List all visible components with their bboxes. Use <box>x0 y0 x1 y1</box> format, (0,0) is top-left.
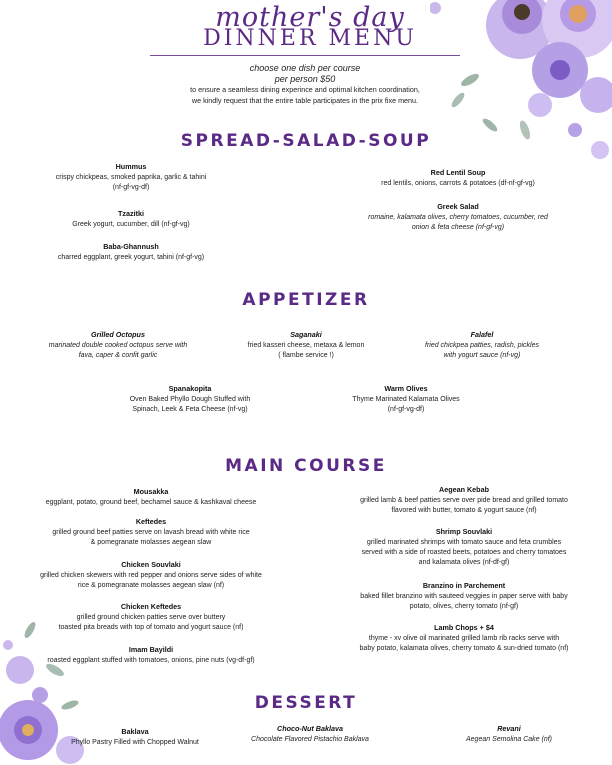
item-description: fried kasseri cheese, metaxa & lemon ( flambe service !) <box>247 342 365 360</box>
item-description: marinated double cooked octopus serve with fava, caper & confit garlic <box>48 342 188 360</box>
item-description: grilled lamb & beef patties serve over pide bread and grilled tomato flavored with butter, tomato & yogurt sauce (nf) <box>360 497 568 515</box>
item-name: Spanakopita <box>168 384 212 393</box>
price-note: per person $50 <box>274 74 336 84</box>
title-dinner-menu: DINNER MENU <box>203 26 417 51</box>
header-divider <box>150 55 460 56</box>
item-name: Red Lentil Soup <box>430 168 486 177</box>
section-title-spread-salad-soup: SPREAD-SALAD-SOUP <box>180 131 432 151</box>
item-name: Greek Salad <box>437 202 479 211</box>
item-description: red lentils, onions, carrots & potatoes (df-nf-gf-vg) <box>381 180 535 187</box>
item-description: charred eggplant, greek yogurt, tahini (nf-gf-vg) <box>57 254 205 261</box>
menu-item <box>228 724 392 745</box>
title-mothers-day: mother's day <box>215 2 405 33</box>
menu-item <box>394 330 570 361</box>
item-name: Grilled Octopus <box>91 330 145 339</box>
item-name: Baba-Ghannush <box>103 242 159 251</box>
item-name: Keftedes <box>135 517 167 526</box>
item-name: Aegean Kebab <box>439 485 489 494</box>
menu-item <box>330 168 586 189</box>
menu-item <box>10 602 292 633</box>
menu-item <box>330 527 598 569</box>
menu-item <box>102 384 278 415</box>
item-name: Hummus <box>115 162 147 171</box>
item-name: Warm Olives <box>384 384 428 393</box>
item-name: Shrimp Souvlaki <box>435 527 493 536</box>
section-title-main-course: MAIN COURSE <box>225 456 387 476</box>
prix-fixe-note-1: to ensure a seamless dining experince and optimal kitchen coordination, <box>190 85 420 94</box>
section-title-dessert: DESSERT <box>254 693 358 713</box>
menu-item <box>60 727 210 748</box>
menu-item <box>326 384 486 415</box>
item-name: Branzino in Parchement <box>422 581 506 590</box>
item-name: Imam Bayildi <box>128 645 174 654</box>
item-description: eggplant, potato, ground beef, bechamel sauce & kashkaval cheese <box>45 499 257 506</box>
menu-item <box>10 645 292 666</box>
section-title-appetizer: APPETIZER <box>242 290 370 310</box>
menu-item <box>330 623 598 654</box>
item-name: Tzazitki <box>118 209 144 218</box>
item-name: Mousakka <box>133 487 169 496</box>
item-name: Baklava <box>121 727 149 736</box>
item-name: Lamb Chops + $4 <box>434 623 494 632</box>
item-description: Thyme Marinated Kalamata Olives (nf-gf-vg-df) <box>352 396 460 414</box>
item-name: Saganaki <box>290 330 322 339</box>
item-description: crispy chickpeas, smoked paprika, garlic & tahini (nf-gf-vg-df) <box>55 174 207 192</box>
item-description: grilled ground chicken patties serve over buttery toasted pita breads with top of tomato and yogurt sauce (nf) <box>58 614 244 632</box>
menu-item <box>10 517 292 548</box>
menu-item <box>10 560 292 591</box>
menu-item <box>20 242 242 263</box>
menu-item <box>330 202 586 233</box>
item-description: Greek yogurt, cucumber, dill (nf-gf-vg) <box>72 221 190 228</box>
menu-item <box>20 209 242 230</box>
item-description: fried chickpea patties, radish, pickles with yogurt sauce (nf-vg) <box>425 342 539 360</box>
item-description: grilled chicken skewers with red pepper and onions serve sides of white rice & pomegranate molasses aegean slaw (nf) <box>40 572 262 590</box>
item-name: Chicken Souvlaki <box>121 560 181 569</box>
choose-note: choose one dish per course <box>249 63 361 73</box>
menu-item <box>20 162 242 193</box>
menu-item <box>330 485 598 516</box>
item-description: romaine, kalamata olives, cherry tomatoes, cucumber, red onion & feta cheese (nf-gf-vg) <box>368 214 548 232</box>
item-name: Choco-Nut Baklava <box>277 724 343 733</box>
item-description: grilled marinated shrimps with tomato sauce and feta crumbles served with a side of roasted beets, potatoes and cherry tomatoes and kalamata olives (nf-df-gf) <box>361 539 567 567</box>
item-description: Chocolate Flavored Pistachio Baklava <box>251 736 369 743</box>
item-name: Revani <box>497 724 521 733</box>
item-description: grilled ground beef patties serve on lavash bread with white rice & pomegranate molasses aegean slaw <box>52 529 250 547</box>
item-description: Phyllo Pastry Filled with Chopped Walnut <box>71 739 199 746</box>
prix-fixe-note-2: we kindly request that the entire table participates in the prix fixe menu. <box>191 96 419 105</box>
item-description: thyme - xv olive oil marinated grilled lamb rib racks serve with baby potato, kalamata olives, cherry tomato & sun-dried tomato (nf) <box>359 635 569 653</box>
menu-item <box>10 487 292 508</box>
item-description: roasted eggplant stuffed with tomatoes, onions, pine nuts (vg-df-gf) <box>47 657 255 664</box>
menu-item <box>28 330 208 361</box>
item-description: Aegean Semolina Cake (nf) <box>466 736 552 743</box>
item-description: baked fillet branzino with sauteed veggies in paper serve with baby potato, olives, cherry tomato (nf-gf) <box>360 593 568 611</box>
item-description: Oven Baked Phyllo Dough Stuffed with Spinach, Leek & Feta Cheese (nf-vg) <box>129 396 251 414</box>
menu-item <box>226 330 386 361</box>
menu-item <box>434 724 584 745</box>
item-name: Falafel <box>470 330 494 339</box>
item-name: Chicken Keftedes <box>120 602 182 611</box>
menu-item <box>330 581 598 612</box>
